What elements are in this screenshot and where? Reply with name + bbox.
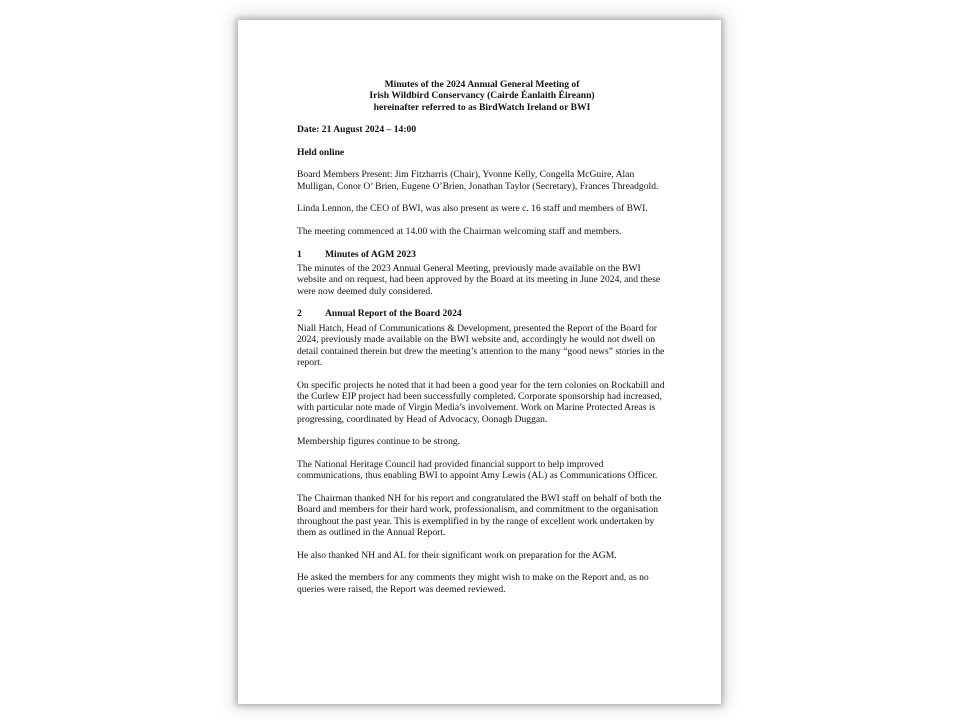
document-body — [297, 79, 667, 606]
section-2-heading — [297, 308, 667, 319]
document-title — [297, 79, 667, 113]
paragraph: The Chairman thanked NH for his report and congratulated the BWI staff on behalf of both the Board and members for their hard work, professionalism, and commitment to the organisation throughout the past year. This is exemplified in by the range of excellent work undertaken by them as outlined in the Annual Report. — [297, 493, 662, 539]
meeting-commenced: The meeting commenced at 14.00 with the Chairman welcoming staff and members. — [297, 226, 622, 237]
paragraph: On specific projects he noted that it had been a good year for the tern colonies on Rockabill and the Curlew EIP project had been successfully completed. Corporate sponsorship had increased, with particular note made of Virgin Media’s involvement. Work on Marine Protected Areas is progressing, coordinated by Head of Advocacy, Oonagh Duggan. — [297, 379, 665, 425]
title-line: Irish Wildbird Conservancy (Cairde Éanlaith Éireann) — [369, 90, 595, 102]
paragraph: The National Heritage Council had provided financial support to help improved communications, thus enabling BWI to appoint Amy Lewis (AL) as Communications Officer. — [297, 459, 658, 482]
paragraph: The minutes of the 2023 Annual General Meeting, previously made available on the BWI website and on request, had been approved by the Board at its meeting in June 2024, and these were now deemed duly considered. — [297, 263, 661, 297]
section-title: Annual Report of the Board 2024 — [325, 308, 462, 320]
meeting-location: Held online — [297, 146, 345, 158]
section-title: Minutes of AGM 2023 — [325, 248, 416, 260]
ceo-attendance: Linda Lennon, the CEO of BWI, was also present as were c. 16 staff and members of BWI. — [297, 203, 648, 215]
board-members-present: Board Members Present: Jim Fitzharris (Chair), Yvonne Kelly, Congella McGuire, Alan Mulligan, Conor O’ Brien, Eugene O’Brien, Jonathan Taylor (Secretary), Frances Threadgold. — [297, 169, 659, 192]
paragraph: He asked the members for any comments they might wish to make on the Report and, as no queries were raised, the Report was deemed reviewed. — [297, 572, 649, 595]
section-number: 1 — [297, 248, 302, 260]
section-number: 2 — [297, 308, 302, 320]
paragraph: He also thanked NH and AL for their significant work on preparation for the AGM. — [297, 549, 617, 561]
meeting-date: Date: 21 August 2024 – 14:00 — [297, 124, 417, 136]
document-page — [238, 20, 721, 704]
paragraph: Membership figures continue to be strong. — [297, 436, 461, 448]
title-line: Minutes of the 2024 Annual General Meeting of — [384, 79, 580, 90]
title-line: hereinafter referred to as BirdWatch Ireland or BWI — [373, 101, 591, 113]
paragraph: Niall Hatch, Head of Communications & Development, presented the Report of the Board for 2024, previously made available on the BWI website and, accordingly he would not dwell on detail contained therein but drew the meeting’s attention to the many “good news” stories in the report. — [297, 322, 665, 369]
section-1-heading — [297, 249, 667, 260]
